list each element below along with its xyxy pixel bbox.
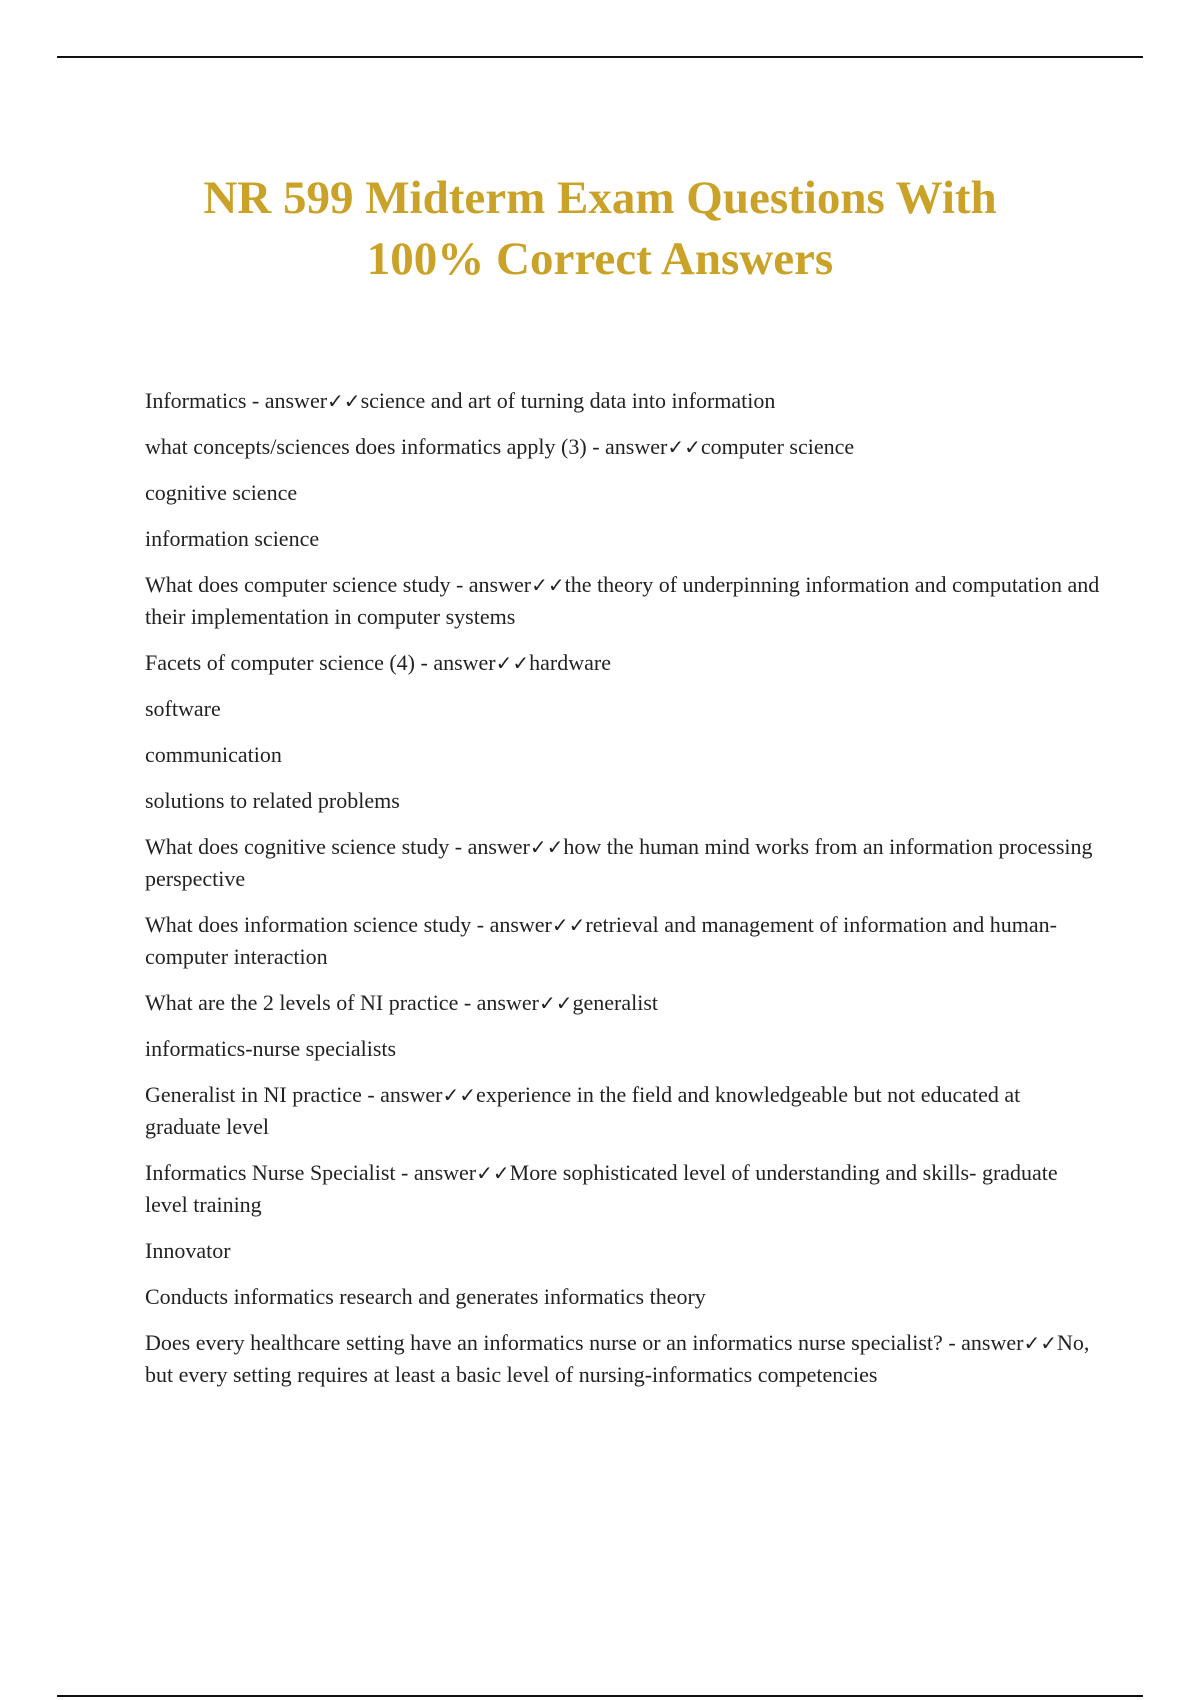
answer-text: retrieval and management of information and human-computer interaction bbox=[145, 912, 1058, 969]
document-title bbox=[100, 168, 1100, 290]
question-text: Does every healthcare setting have an informatics nurse or an informatics nurse specialist? bbox=[145, 1330, 943, 1355]
answer-separator: - answer bbox=[586, 434, 668, 459]
answer-separator: - answer bbox=[415, 650, 496, 675]
answer-text: More sophisticated level of understanding and skills- graduate level training bbox=[145, 1160, 1058, 1217]
title-line-1: NR 599 Midterm Exam Questions With bbox=[203, 172, 997, 224]
answer-continuation: cognitive science bbox=[145, 480, 298, 505]
question-text: Facets of computer science (4) bbox=[145, 650, 415, 675]
qa-entry bbox=[145, 1157, 1100, 1221]
top-rule bbox=[57, 56, 1143, 58]
answer-continuation: communication bbox=[145, 742, 282, 767]
qa-entry bbox=[145, 1327, 1100, 1391]
answer-continuation: informatics-nurse specialists bbox=[145, 1036, 397, 1061]
question-text: What are the 2 levels of NI practice bbox=[145, 990, 459, 1015]
answer-separator: - answer bbox=[361, 1082, 443, 1107]
answer-text: the theory of underpinning information and computation and their implementation in computer systems bbox=[145, 572, 1100, 629]
double-check-icon: ✓✓ bbox=[531, 573, 565, 597]
answer-separator: - answer bbox=[449, 834, 530, 859]
qa-entry bbox=[145, 1079, 1100, 1143]
answer-continuation: software bbox=[145, 696, 221, 721]
answer-text: No, but every setting requires at least a basic level of nursing-informatics competencies bbox=[145, 1330, 1090, 1387]
answer-text: hardware bbox=[529, 650, 611, 675]
qa-entry bbox=[145, 831, 1100, 895]
qa-entry bbox=[145, 431, 1100, 463]
answer-separator: - answer bbox=[450, 572, 532, 597]
qa-entry bbox=[145, 569, 1100, 633]
answer-continuation: Conducts informatics research and generates informatics theory bbox=[145, 1284, 706, 1309]
answer-text: how the human mind works from an information processing perspective bbox=[145, 834, 1093, 891]
question-text: What does information science study bbox=[145, 912, 472, 937]
answer-separator: - answer bbox=[458, 990, 539, 1015]
double-check-icon: ✓✓ bbox=[529, 835, 564, 859]
double-check-icon: ✓✓ bbox=[538, 991, 573, 1015]
double-check-icon: ✓✓ bbox=[667, 435, 701, 459]
question-text: what concepts/sciences does informatics apply (3) bbox=[145, 434, 587, 459]
double-check-icon: ✓✓ bbox=[1023, 1331, 1057, 1355]
answer-text: computer science bbox=[700, 434, 855, 459]
answer-separator: - answer bbox=[942, 1330, 1024, 1355]
qa-entry bbox=[145, 385, 1100, 417]
answer-separator: - answer bbox=[395, 1160, 477, 1185]
answer-continuation: information science bbox=[145, 526, 320, 551]
answer-continuation: solutions to related problems bbox=[145, 788, 400, 813]
answer-text: generalist bbox=[572, 990, 659, 1015]
double-check-icon: ✓✓ bbox=[327, 389, 361, 413]
answer-separator: - answer bbox=[246, 388, 328, 413]
answer-continuation: Innovator bbox=[145, 1238, 231, 1263]
bottom-rule bbox=[57, 1695, 1143, 1697]
question-text: Informatics bbox=[145, 388, 247, 413]
double-check-icon: ✓✓ bbox=[476, 1161, 510, 1185]
answer-separator: - answer bbox=[471, 912, 552, 937]
answer-text: experience in the field and knowledgeable but not educated at graduate level bbox=[145, 1082, 1021, 1139]
question-text: What does cognitive science study bbox=[145, 834, 450, 859]
double-check-icon: ✓✓ bbox=[442, 1083, 476, 1107]
double-check-icon: ✓✓ bbox=[551, 913, 586, 937]
qa-entry bbox=[145, 987, 1100, 1019]
question-text: Informatics Nurse Specialist bbox=[145, 1160, 396, 1185]
question-text: Generalist in NI practice bbox=[145, 1082, 362, 1107]
qa-entry bbox=[145, 647, 1100, 679]
qa-list bbox=[145, 385, 1100, 1405]
question-text: What does computer science study bbox=[145, 572, 451, 597]
double-check-icon: ✓✓ bbox=[495, 651, 530, 675]
answer-text: science and art of turning data into information bbox=[360, 388, 776, 413]
qa-entry bbox=[145, 909, 1100, 973]
title-line-2: 100% Correct Answers bbox=[366, 233, 834, 285]
